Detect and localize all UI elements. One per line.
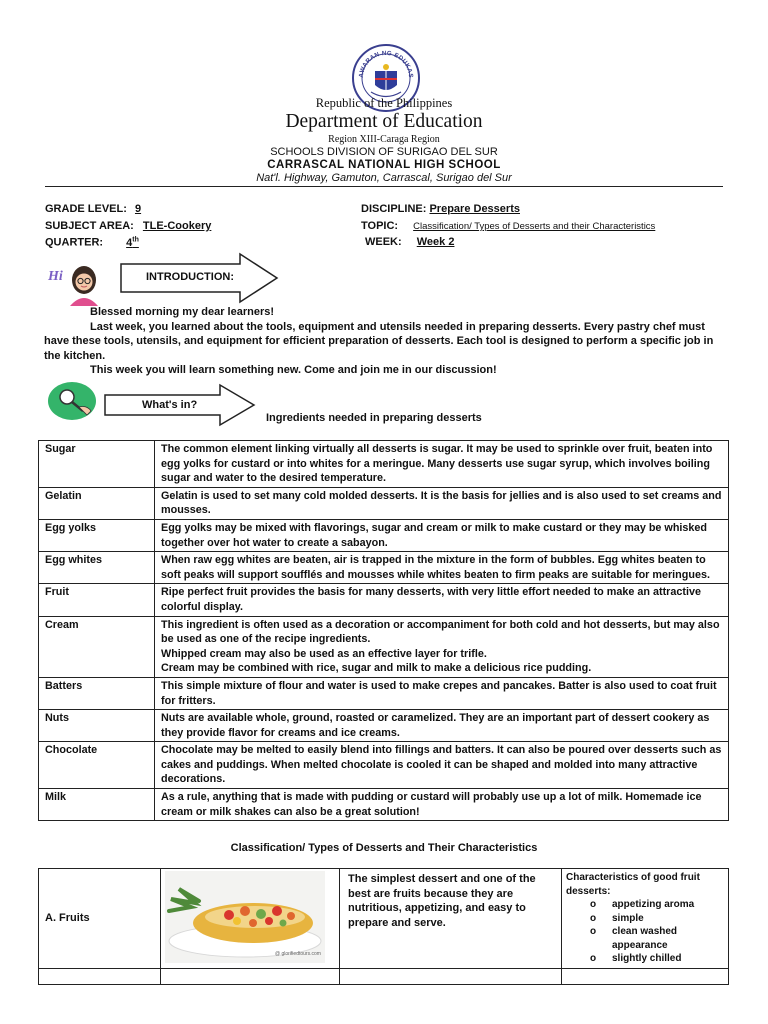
week-value: Week 2 <box>416 236 455 248</box>
table-row <box>39 742 729 789</box>
topic <box>361 220 655 232</box>
bullet: o <box>590 953 597 964</box>
ingredient-desc: This simple mixture of flour and water is used to make crepes and pancakes. Batter is also used to coat fruit for fritters. <box>155 677 729 709</box>
quarter-suffix: th <box>132 236 139 243</box>
whats-in-label: What's in? <box>142 399 198 411</box>
list-item <box>566 898 724 912</box>
dessert-type: A. Fruits <box>39 869 161 969</box>
list-item <box>566 925 724 952</box>
introduction-text <box>44 305 724 378</box>
image-watermark: @ glorifiedtours.com <box>275 951 321 957</box>
ingredient-name: Batters <box>39 677 155 709</box>
ingredient-name: Egg whites <box>39 552 155 584</box>
seal-text: AWARAN NG EDUKAS <box>357 49 415 79</box>
dessert-description: The simplest dessert and one of the best are fruits because they are nutritious, appetizing, and easy to prepare and serve. <box>340 869 562 969</box>
ingredient-name: Gelatin <box>39 487 155 519</box>
table-row <box>39 968 729 984</box>
ingredient-desc: Ripe perfect fruit provides the basis for many desserts, with very little effort needed to make an attractive colorful display. <box>155 584 729 616</box>
subject-label: SUBJECT AREA: <box>45 220 134 232</box>
subject-value: TLE-Cookery <box>142 220 212 232</box>
division-line: SCHOOLS DIVISION OF SURIGAO DEL SUR <box>270 146 498 158</box>
fruit-pineapple-image <box>165 871 325 963</box>
magnifier-icon <box>47 381 97 421</box>
table-row <box>39 584 729 616</box>
dessert-image-cell <box>161 869 340 969</box>
bullet: o <box>590 912 597 924</box>
ingredient-name: Chocolate <box>39 742 155 789</box>
table-row <box>39 552 729 584</box>
topic-label: TOPIC: <box>361 220 399 232</box>
ingredient-desc: When raw egg whites are beaten, air is trapped in the mixture in the form of bubbles. Egg whites beaten to soft peaks will support soufflés and mousses while whites beaten to firm peaks are suitable for meringues. <box>155 552 729 584</box>
classification-title: Classification/ Types of Desserts and Their Characteristics <box>230 842 538 854</box>
characteristic-text: clean washed appearance <box>612 926 678 951</box>
ingredients-title: Ingredients needed in preparing desserts <box>266 412 482 424</box>
discipline <box>361 203 520 215</box>
classification-table <box>38 868 729 985</box>
ingredient-desc: Egg yolks may be mixed with flavorings, sugar and cream or milk to make custard or they may be whisked together over hot water to create a sabayon. <box>155 519 729 551</box>
quarter-label: QUARTER: <box>45 236 104 249</box>
empty-cell <box>161 968 340 984</box>
ingredient-name: Fruit <box>39 584 155 616</box>
table-row <box>39 616 729 677</box>
week-label: WEEK: <box>365 236 402 248</box>
table-row <box>39 789 729 821</box>
intro-paragraph-2: This week you will learn something new. Come and join me in our discussion! <box>90 364 497 376</box>
teacher-avatar <box>46 260 102 306</box>
republic-line: Republic of the Philippines <box>315 96 453 110</box>
grade-value: 9 <box>134 203 142 215</box>
empty-cell <box>340 968 562 984</box>
empty-cell <box>562 968 729 984</box>
characteristic-text: slightly chilled <box>612 953 682 964</box>
list-item <box>566 912 724 926</box>
ingredient-desc: Gelatin is used to set many cold molded desserts. It is the basis for jellies and is also used to set creams and mousses. <box>155 487 729 519</box>
characteristic-text: appetizing aroma <box>612 899 695 910</box>
ingredients-table <box>38 440 729 821</box>
intro-paragraph-1: Last week, you learned about the tools, equipment and utensils needed in preparing desserts. Every pastry chef must have these tools, utensils, and equipment for efficient preparation of desserts. Each tool is designed to perform a specific job in the kitchen. <box>44 320 714 362</box>
introduction-label: INTRODUCTION: <box>146 271 234 283</box>
grade-level <box>45 203 147 215</box>
table-row <box>39 869 729 969</box>
region-line: Region XIII-Caraga Region <box>328 134 440 145</box>
quarter <box>45 236 145 249</box>
ingredient-desc: This ingredient is often used as a decoration or accompaniment for both cold and hot desserts, but may also be used as one of the recipe ingredients. Whipped cream may also be used as an effective layer for trifle. Cream may be combined with rice, sugar and milk to make a delicious rice pudding. <box>155 616 729 677</box>
empty-cell <box>39 968 161 984</box>
dessert-characteristics <box>562 869 729 969</box>
table-row <box>39 710 729 742</box>
discipline-value: Prepare Desserts <box>429 203 520 215</box>
bullet: o <box>590 899 597 910</box>
characteristic-text: simple <box>612 912 644 924</box>
ingredient-desc: As a rule, anything that is made with pudding or custard will probably use up a lot of milk. Homemade ice cream or milk shakes can also be a great solution! <box>155 789 729 821</box>
department-title: Department of Education <box>285 111 483 132</box>
grade-label: GRADE LEVEL: <box>45 203 127 215</box>
table-row <box>39 677 729 709</box>
week <box>365 236 458 248</box>
school-name: CARRASCAL NATIONAL HIGH SCHOOL <box>267 159 501 171</box>
bullet: o <box>590 926 597 937</box>
school-address: Nat'l. Highway, Gamuton, Carrascal, Surigao del Sur <box>256 172 512 184</box>
ingredient-desc: Chocolate may be melted to easily blend into fillings and batters. It can also be poured over desserts such as cakes and puddings. When melted chocolate is cooled it can be shaped and molded into many attractive decorations. <box>155 742 729 789</box>
ingredient-desc: Nuts are available whole, ground, roasted or caramelized. They are an important part of dessert cookery as they provide flavor for creams and ice creams. <box>155 710 729 742</box>
topic-value: Classification/ Types of Desserts and their Characteristics <box>413 221 656 232</box>
ingredient-name: Milk <box>39 789 155 821</box>
ingredient-name: Sugar <box>39 441 155 488</box>
ingredient-name: Cream <box>39 616 155 677</box>
characteristics-title: Characteristics of good fruit desserts: <box>566 872 700 897</box>
table-row <box>39 519 729 551</box>
ingredient-name: Nuts <box>39 710 155 742</box>
ingredient-name: Egg yolks <box>39 519 155 551</box>
quarter-value: 4 <box>126 236 133 249</box>
subject-area <box>45 220 217 232</box>
table-row <box>39 441 729 488</box>
header-divider <box>45 186 723 187</box>
intro-greeting: Blessed morning my dear learners! <box>90 306 275 318</box>
ingredient-desc: The common element linking virtually all desserts is sugar. It may be used to sprinkle over fruit, beaten into egg yolks for custard or into whites for a meringue. Many desserts use sugar syrup, which involves boiling sugar and water to the desired temperature. <box>155 441 729 488</box>
table-row <box>39 487 729 519</box>
list-item <box>566 952 724 966</box>
discipline-label: DISCIPLINE: <box>361 203 427 215</box>
svg-text:Hi: Hi <box>48 269 63 284</box>
